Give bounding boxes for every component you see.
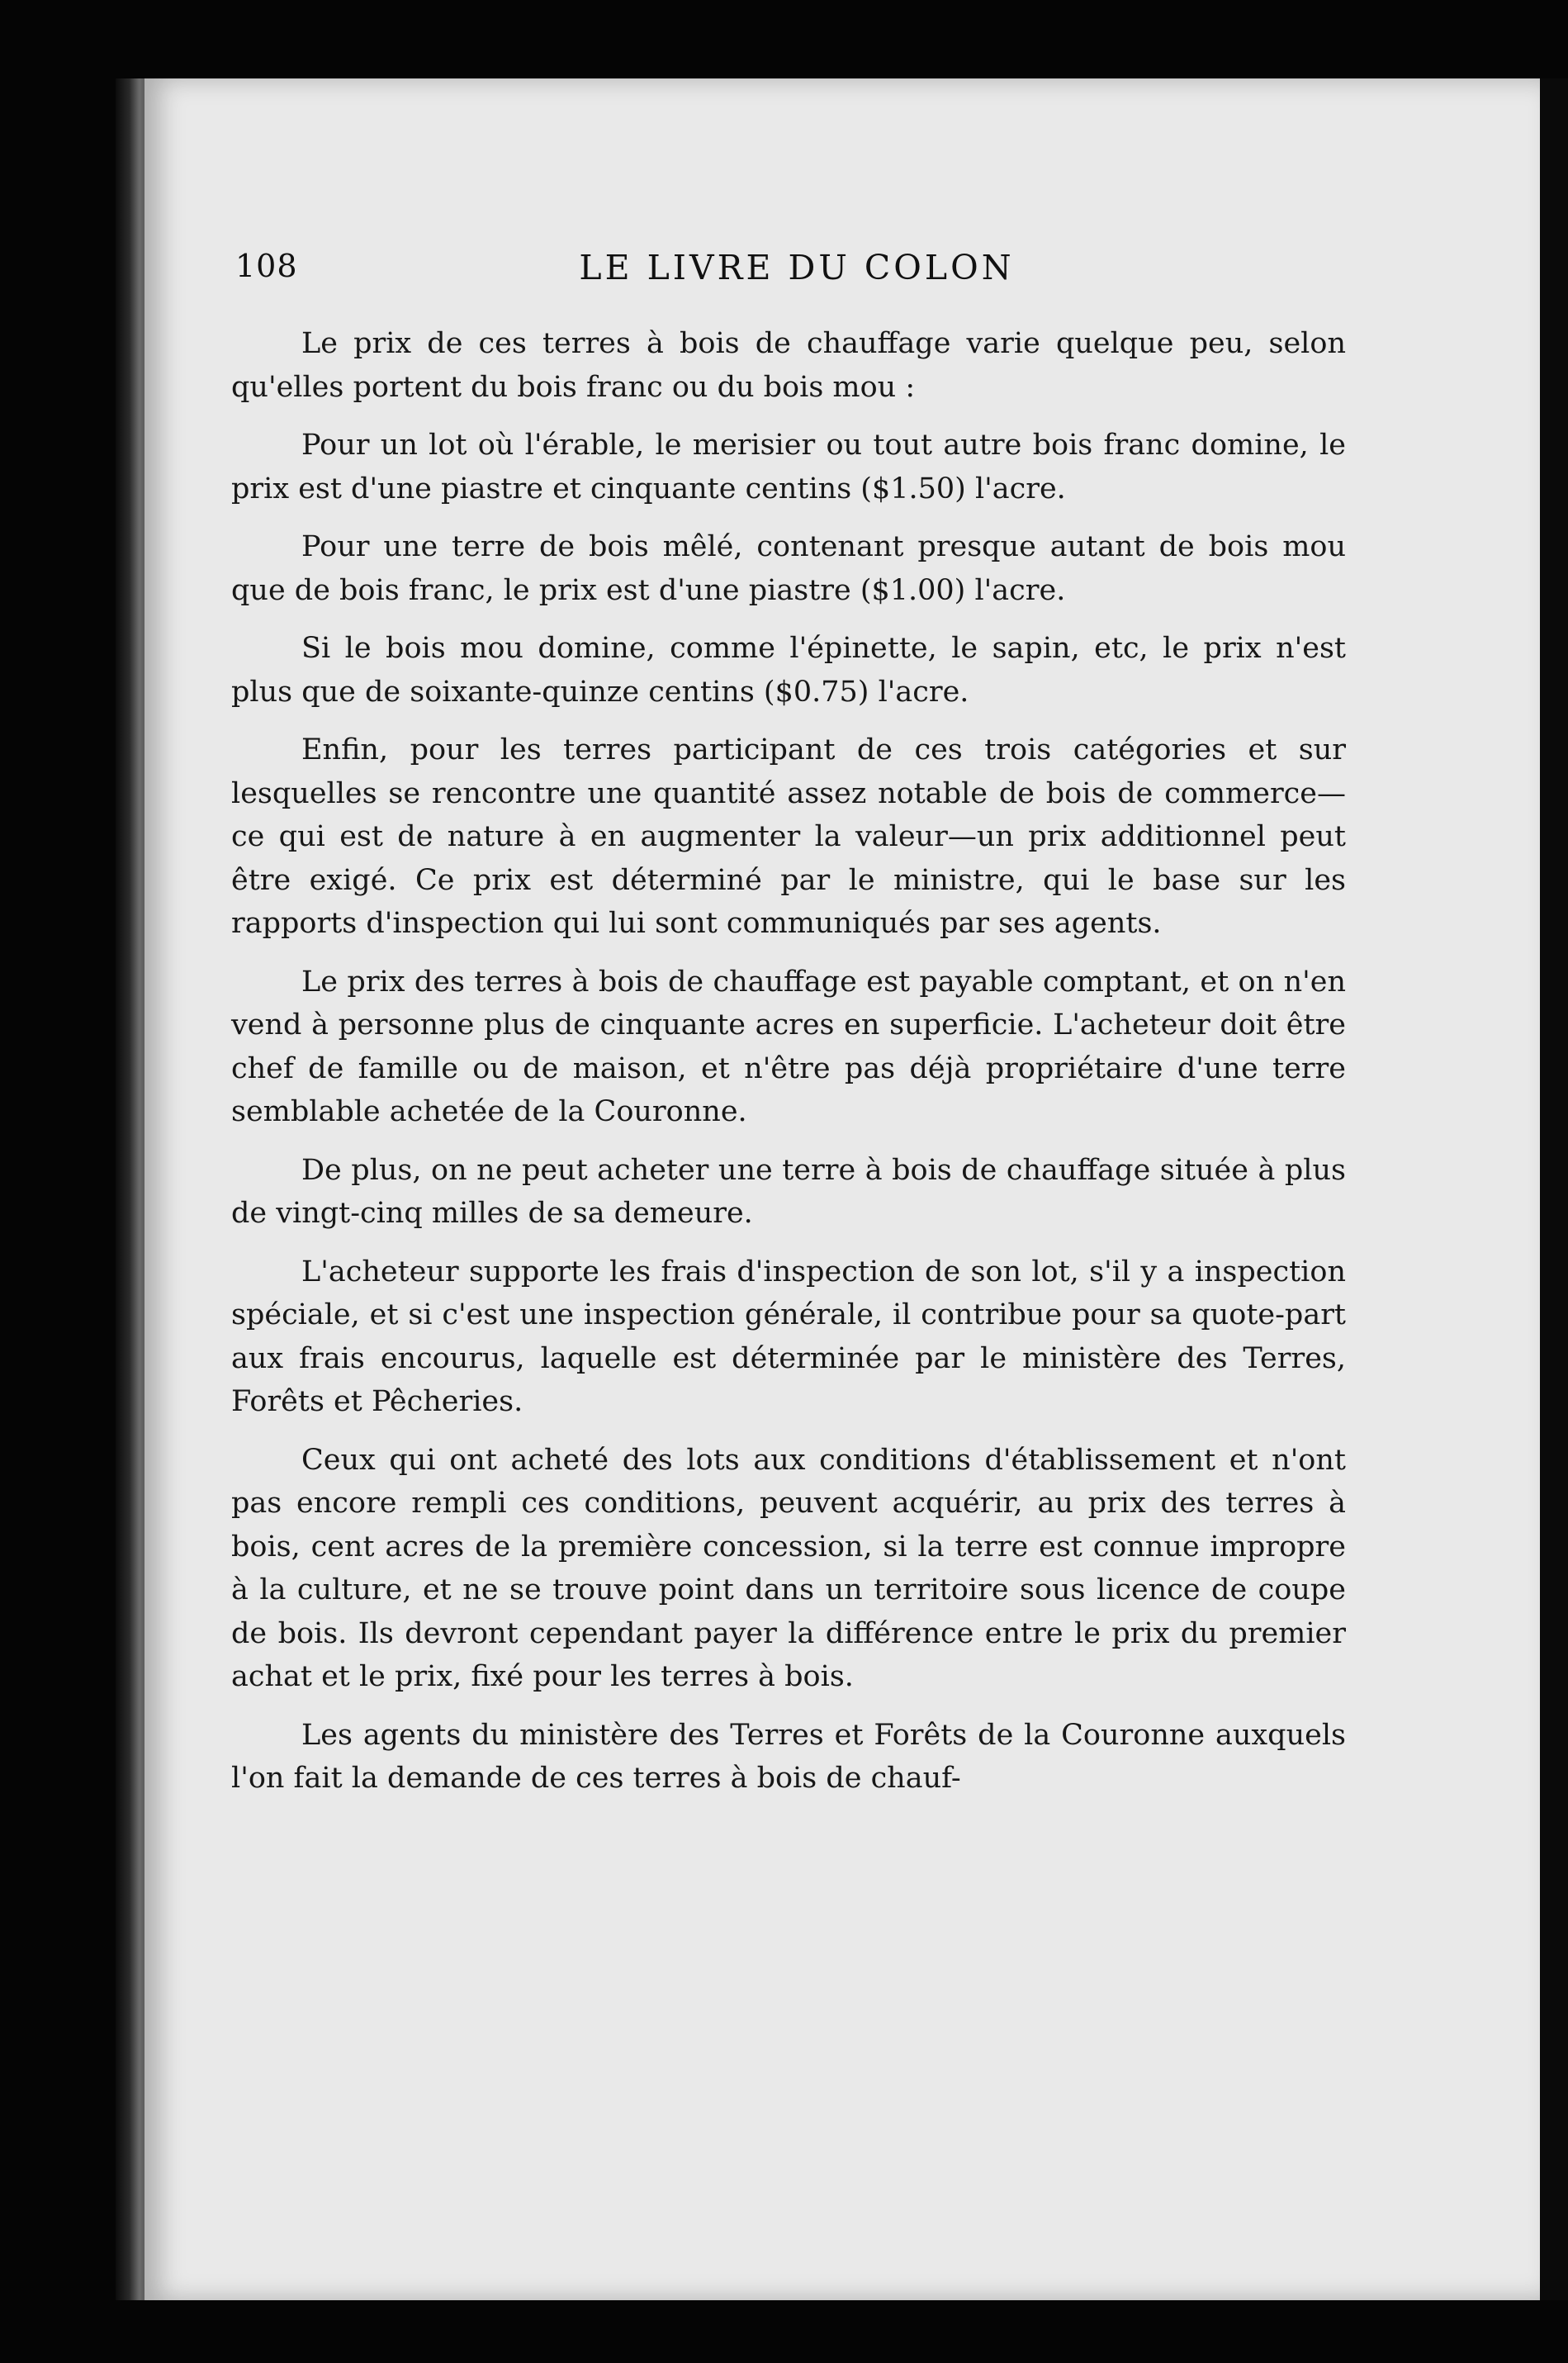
body-text <box>231 322 1346 1801</box>
paragraph-8: L'acheteur supporte les frais d'inspection de son lot, s'il y a inspection spéciale, et si c'est une inspection générale, il contribue pour sa quote-part aux frais encourus, laquelle est déterminée par le ministère des Terres, Forêts et Pêcheries. <box>231 1255 1346 1418</box>
paragraph-9: Ceux qui ont acheté des lots aux conditions d'établissement et n'ont pas encore rempli ces conditions, peuvent acquérir, au prix des terres à bois, cent acres de la première concession, si la terre est connue impropre à la culture, et ne se trouve point dans un territoire sous licence de coupe de bois. Ils devront cependant payer la différence entre le prix du premier achat et le prix, fixé pour les terres à bois. <box>231 1443 1346 1693</box>
paragraph-5: Enfin, pour les terres participant de ces trois catégories et sur lesquelles se rencontre une quantité assez notable de bois de commerce—ce qui est de nature à en augmenter la valeur—un prix additionnel peut être exigé. Ce prix est déterminé par le ministre, qui le base sur les rapports d'inspection qui lui sont communiqués par ses agents. <box>231 733 1346 940</box>
paragraph-1: Le prix de ces terres à bois de chauffage varie quelque peu, selon qu'elles portent du bois franc ou du bois mou : <box>231 327 1346 404</box>
page-header <box>235 248 1358 297</box>
paragraph-7: De plus, on ne peut acheter une terre à bois de chauffage située à plus de vingt-cinq milles de sa demeure. <box>231 1153 1346 1230</box>
paragraph-6: Le prix des terres à bois de chauffage est payable comptant, et on n'en vend à personne plus de cinquante acres en superficie. L'acheteur doit être chef de famille ou de maison, et n'être pas déjà propriétaire d'une terre semblable achetée de la Couronne. <box>231 965 1346 1128</box>
paragraph-4: Si le bois mou domine, comme l'épinette, le sapin, etc, le prix n'est plus que de soixante-quinze centins ($0.75) l'acre. <box>231 632 1346 709</box>
paragraph-3: Pour une terre de bois mêlé, contenant presque autant de bois mou que de bois franc, le prix est d'une piastre ($1.00) l'acre. <box>231 530 1346 607</box>
page-number: 108 <box>235 248 298 284</box>
paragraph-10: Les agents du ministère des Terres et Forêts de la Couronne auxquels l'on fait la demande de ces terres à bois de chauf- <box>231 1718 1346 1795</box>
running-title: LE LIVRE DU COLON <box>579 248 1015 287</box>
paragraph-2: Pour un lot où l'érable, le merisier ou tout autre bois franc domine, le prix est d'une piastre et cinquante centins ($1.50) l'acre. <box>231 429 1346 505</box>
